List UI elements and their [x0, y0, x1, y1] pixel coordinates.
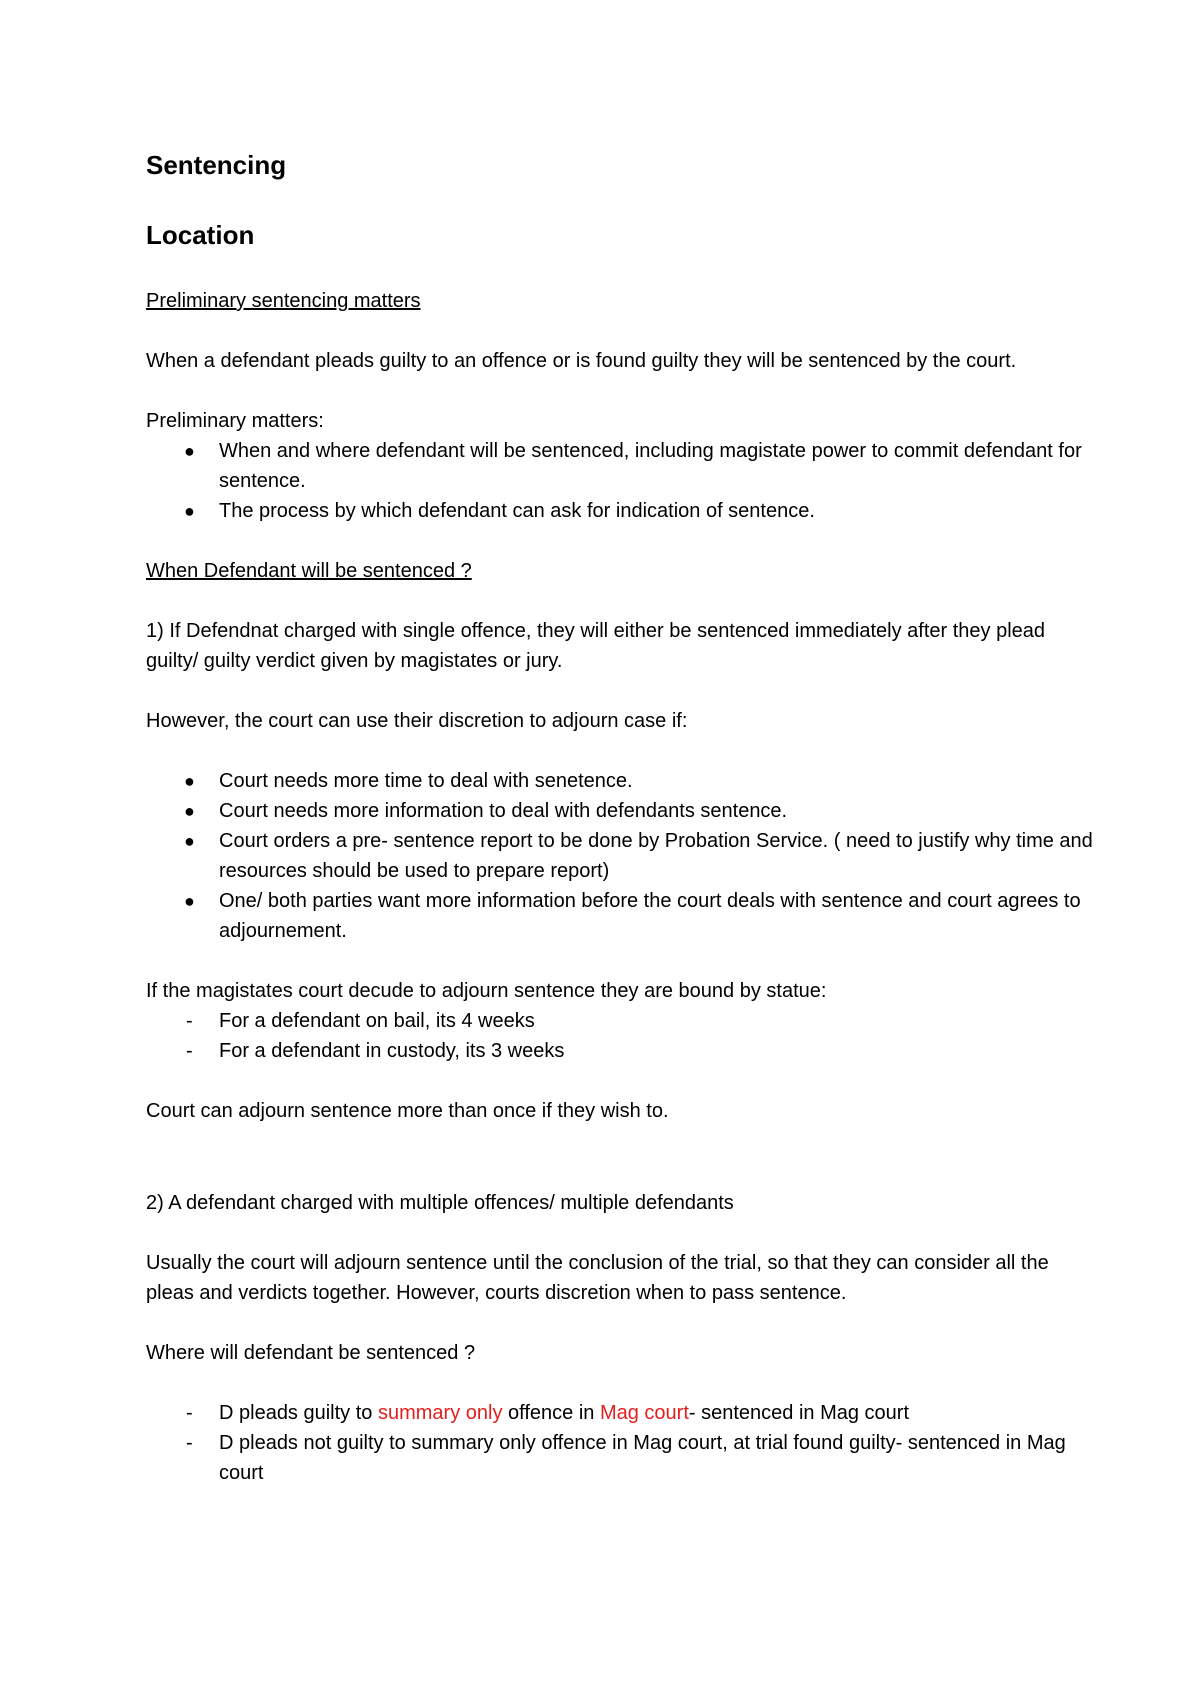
paragraph-point1: 1) If Defendnat charged with single offence, they will either be sentenced immediately after they plead guilty/ guilty verdict given by magistates or jury. [146, 620, 1046, 672]
document-subtitle: Location [146, 220, 255, 250]
section-heading-preliminary: Preliminary sentencing matters [146, 290, 421, 312]
preliminary-matters-list [146, 436, 1100, 526]
list-item: - For a defendant in custody, its 3 weeks [146, 1036, 1100, 1066]
where-sentenced-list [146, 1398, 1100, 1488]
bullet-icon: ● [184, 441, 195, 461]
list-item: - For a defendant on bail, its 4 weeks [146, 1006, 1100, 1036]
bullet-icon: ● [184, 501, 195, 521]
list-item: ● When and where defendant will be sentenced, including magistate power to commit defendant for sentence. [146, 436, 1100, 496]
dash-icon: - [186, 1432, 193, 1454]
list-item: - D pleads not guilty to summary only offence in Mag court, at trial found guilty- sentenced in Mag court [146, 1428, 1100, 1488]
list-item: ● Court needs more information to deal with defendants sentence. [146, 796, 1100, 826]
list-item: ● Court needs more time to deal with senetence. [146, 766, 1100, 796]
paragraph-statute-intro: If the magistates court decude to adjourn sentence they are bound by statue: [146, 980, 827, 1002]
list-item: ● Court orders a pre- sentence report to be done by Probation Service. ( need to justify why time and resources should be used to prepare report) [146, 826, 1100, 886]
bullet-icon: ● [184, 831, 195, 851]
list-item: - D pleads guilty to summary only offence in Mag court- sentenced in Mag court [146, 1398, 1100, 1428]
highlight-summary-only: summary only [377, 1402, 503, 1424]
dash-icon: - [186, 1040, 193, 1062]
paragraph-more-than-once: Court can adjourn sentence more than once if they wish to. [146, 1100, 669, 1122]
paragraph-adjourn-intro: However, the court can use their discretion to adjourn case if: [146, 710, 688, 732]
highlight-mag-court: Mag court [599, 1402, 689, 1424]
paragraph-point2: 2) A defendant charged with multiple offences/ multiple defendants [146, 1192, 734, 1214]
bullet-icon: ● [184, 771, 195, 791]
dash-icon: - [186, 1402, 193, 1424]
adjourn-reasons-list [146, 766, 1100, 946]
paragraph-intro: When a defendant pleads guilty to an offence or is found guilty they will be sentenced by the court. [146, 350, 1017, 372]
document-title: Sentencing [146, 150, 287, 180]
paragraph-point2-text: Usually the court will adjourn sentence until the conclusion of the trial, so that they can consider all the pleas and verdicts together. However, courts discretion when to pass sentence. [146, 1252, 1049, 1304]
bullet-icon: ● [184, 801, 195, 821]
section-heading-when: When Defendant will be sentenced ? [146, 560, 472, 582]
list-item: ● One/ both parties want more information before the court deals with sentence and court agrees to adjournement. [146, 886, 1100, 946]
question-where-sentenced: Where will defendant be sentenced ? [146, 1342, 476, 1364]
statute-limits-list [146, 1006, 1100, 1066]
dash-icon: - [186, 1010, 193, 1032]
list-item: ● The process by which defendant can ask for indication of sentence. [146, 496, 1100, 526]
preliminary-matters-label: Preliminary matters: [146, 410, 324, 432]
bullet-icon: ● [184, 891, 195, 911]
